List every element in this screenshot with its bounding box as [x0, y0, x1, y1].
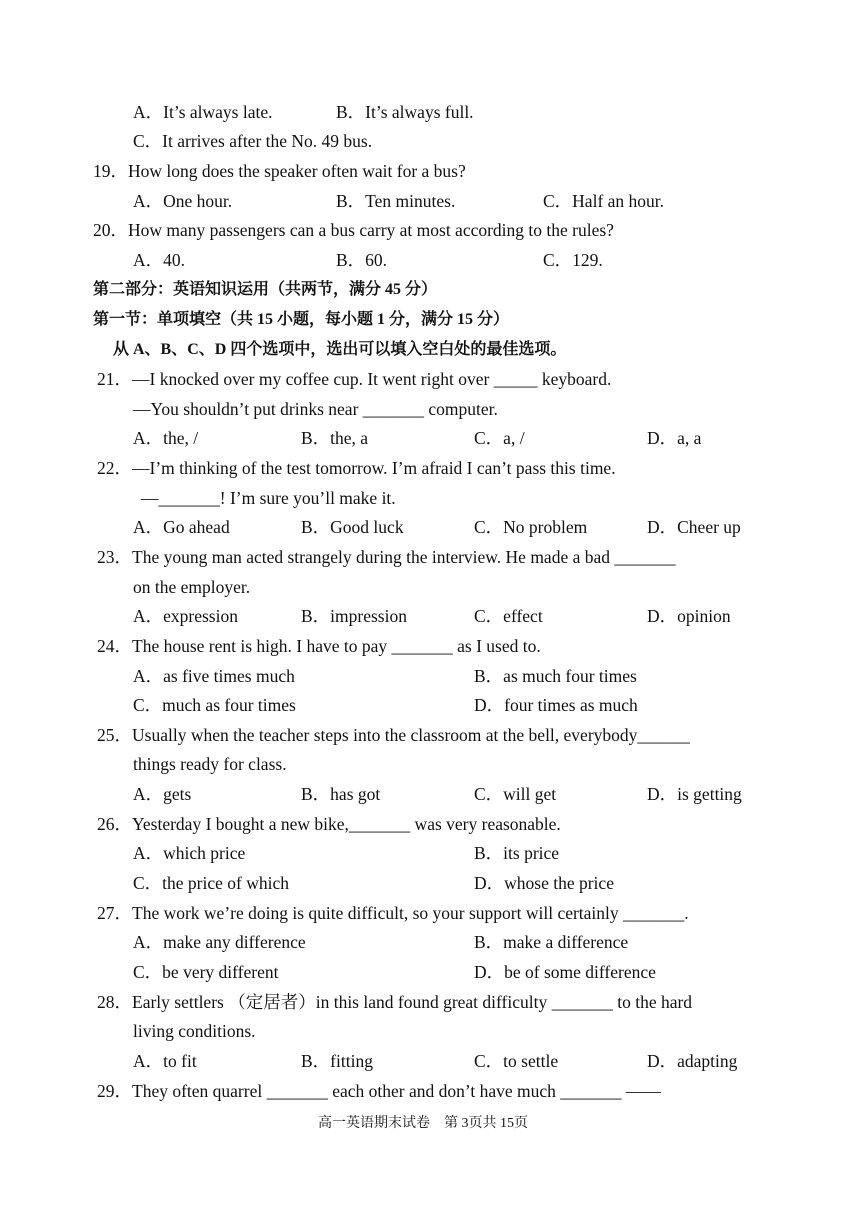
q26-line1: 26．Yesterday I bought a new bike,_______ was very reasonable.: [97, 814, 561, 834]
q25-option-a: A．gets: [133, 784, 192, 804]
q28-line1: 28．Early settlers （定居者）in this land found great difficulty _______ to the hard: [97, 992, 693, 1012]
q22-option-a: A．Go ahead: [133, 517, 230, 537]
q19-option-b: B．Ten minutes.: [336, 191, 456, 211]
q18-option-a: A．It’s always late.: [133, 102, 273, 122]
q23-option-a: A．expression: [133, 606, 238, 626]
section1-instruction: 从 A、B、C、D 四个选项中，选出可以填入空白处的最佳选项。: [113, 341, 567, 358]
q24-option-b: B．as much four times: [474, 666, 637, 686]
q24-option-d: D．four times as much: [474, 695, 638, 715]
q22-line2: —_______! I’m sure you’ll make it.: [141, 488, 396, 508]
q21-option-a: A．the, /: [133, 428, 199, 448]
q26-option-b: B．its price: [474, 843, 560, 863]
q20-option-b: B．60.: [336, 250, 388, 270]
q21-option-d: D．a, a: [647, 428, 702, 448]
q18-option-c: C．It arrives after the No. 49 bus.: [133, 131, 373, 151]
q21-line2: —You shouldn’t put drinks near _______ computer.: [133, 399, 498, 419]
q23-line1: 23．The young man acted strangely during the interview. He made a bad _______: [97, 547, 676, 567]
q28-option-a: A．to fit: [133, 1051, 197, 1071]
q18-option-b: B．It’s always full.: [336, 102, 474, 122]
q29-line1: 29．They often quarrel _______ each other and don’t have much _______ ——: [97, 1081, 661, 1101]
q24-line1: 24．The house rent is high. I have to pay _______ as I used to.: [97, 636, 541, 656]
q28-option-c: C．to settle: [474, 1051, 559, 1071]
q19-option-a: A．One hour.: [133, 191, 233, 211]
q26-option-a: A．which price: [133, 843, 246, 863]
section1-heading: 第一节：单项填空（共 15 小题，每小题 1 分，满分 15 分）: [93, 311, 510, 328]
q23-option-d: D．opinion: [647, 606, 731, 626]
q25-option-d: D．is getting: [647, 784, 742, 804]
part2-heading: 第二部分：英语知识运用（共两节，满分 45 分）: [93, 281, 438, 298]
q28-line2: living conditions.: [133, 1021, 256, 1041]
q25-option-c: C．will get: [474, 784, 557, 804]
q26-option-c: C．the price of which: [133, 873, 289, 893]
q20-option-a: A．40.: [133, 250, 186, 270]
q24-option-c: C．much as four times: [133, 695, 296, 715]
q25-line2: things ready for class.: [133, 754, 287, 774]
q20-option-c: C．129.: [543, 250, 603, 270]
q19-option-c: C．Half an hour.: [543, 191, 665, 211]
q25-line1: 25．Usually when the teacher steps into the classroom at the bell, everybody______: [97, 725, 690, 745]
q28-option-d: D．adapting: [647, 1051, 738, 1071]
q23-option-b: B．impression: [301, 606, 407, 626]
q27-option-d: D．be of some difference: [474, 962, 656, 982]
q20-stem: 20．How many passengers can a bus carry at most according to the rules?: [93, 220, 614, 240]
q19-stem: 19．How long does the speaker often wait for a bus?: [93, 161, 466, 181]
q21-option-c: C．a, /: [474, 428, 525, 448]
q21-option-b: B．the, a: [301, 428, 369, 448]
q26-option-d: D．whose the price: [474, 873, 614, 893]
q27-option-b: B．make a difference: [474, 932, 629, 952]
q27-option-c: C．be very different: [133, 962, 279, 982]
q22-option-c: C．No problem: [474, 517, 588, 537]
q21-line1: 21．—I knocked over my coffee cup. It went right over _____ keyboard.: [97, 369, 612, 389]
page-footer: 高一英语期末试卷 第 3页共 15页: [318, 1116, 528, 1131]
q27-option-a: A．make any difference: [133, 932, 306, 952]
q28-option-b: B．fitting: [301, 1051, 373, 1071]
q25-option-b: B．has got: [301, 784, 381, 804]
q23-line2: on the employer.: [133, 577, 251, 597]
q22-line1: 22．—I’m thinking of the test tomorrow. I’m afraid I can’t pass this time.: [97, 458, 616, 478]
q22-option-d: D．Cheer up: [647, 517, 741, 537]
q27-line1: 27．The work we’re doing is quite difficult, so your support will certainly _______.: [97, 903, 689, 923]
q23-option-c: C．effect: [474, 606, 543, 626]
q24-option-a: A．as five times much: [133, 666, 295, 686]
q22-option-b: B．Good luck: [301, 517, 404, 537]
